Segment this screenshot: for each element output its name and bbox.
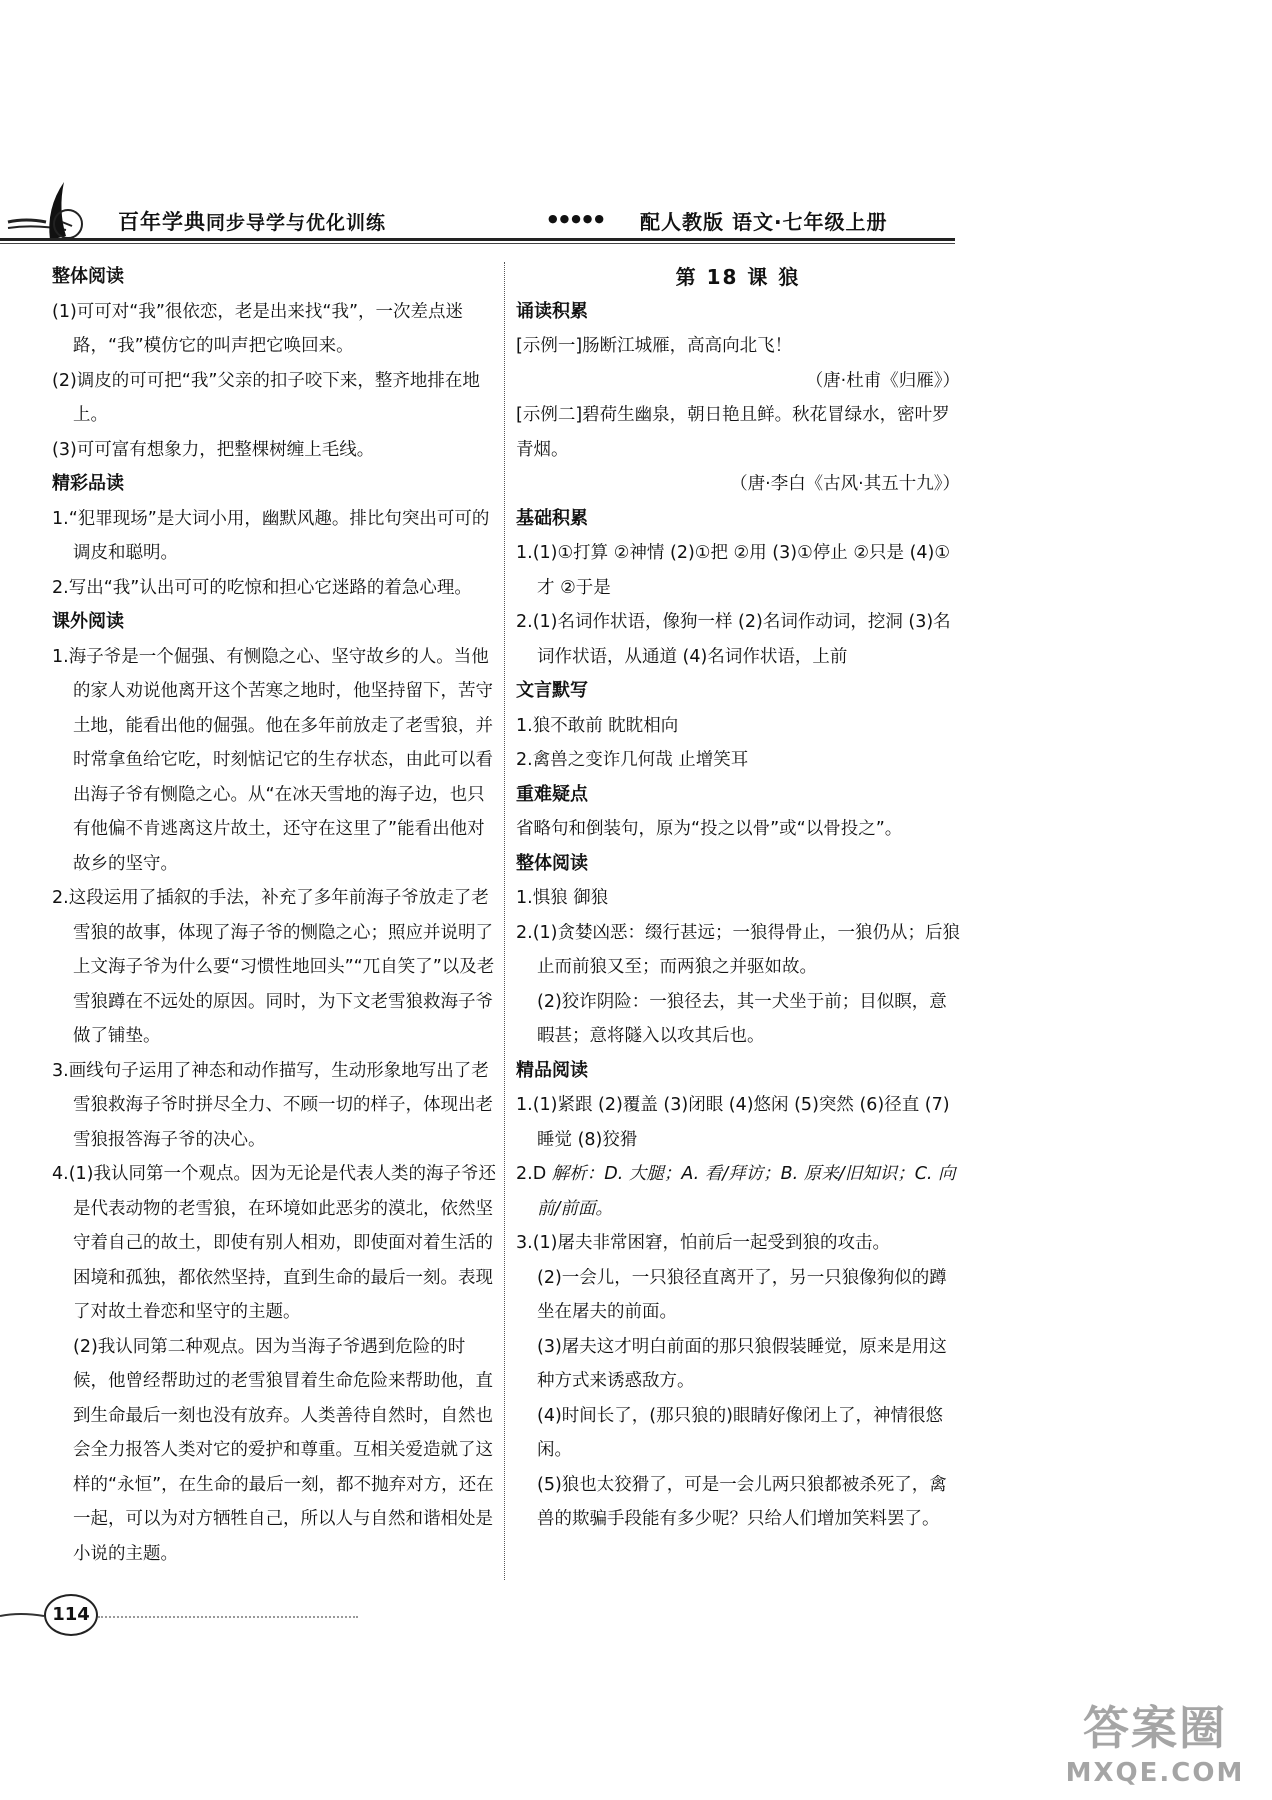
watermark-line2: MXQE.COM	[1065, 1758, 1245, 1788]
text: 2.禽兽之变诈几何哉 止增笑耳	[516, 750, 749, 770]
source-citation	[516, 364, 960, 399]
section-heading	[52, 467, 496, 502]
text: 精彩品读	[52, 473, 124, 494]
column-divider	[504, 262, 505, 1580]
answer-item	[52, 364, 496, 433]
text: 1.海子爷是一个倔强、有恻隐之心、坚守故乡的人。当他的家人劝说他离开这个苦寒之地时，他坚持留下，苦守土地，能看出他的倔强。他在多年前放走了老雪狼，并时常拿鱼给它吃，时刻惦记它的生存状态，由此可以看出海子爷有恻隐之心。从“在冰天雪地的海子边，也只有他偏不肯逃离这片故土，还守在这里了”能看出他对故乡的坚守。	[52, 646, 493, 874]
page-header	[0, 178, 960, 242]
text: 诵读积累	[516, 300, 588, 322]
text: (1)可可对“我”很依恋，老是出来找“我”，一次差点迷路，“我”模仿它的叫声把它唤回来。	[52, 301, 464, 356]
answer-subitem	[516, 1261, 960, 1330]
text: 省略句和倒装句，原为“投之以骨”或“以骨投之”。	[516, 819, 903, 839]
answer-item	[516, 536, 960, 605]
left-column	[52, 260, 496, 1571]
answer-subitem	[52, 1330, 496, 1572]
text: 2.(1)贪婪凶恶：缀行甚远；一狼得骨止，一狼仍从；后狼止而前狼又至；而两狼之并驱如故。	[516, 922, 960, 977]
answer-item	[516, 709, 960, 744]
text: 2.写出“我”认出可可的吃惊和担心它迷路的着急心理。	[52, 577, 472, 598]
text: 整体阅读	[516, 852, 588, 874]
answer-item	[516, 916, 960, 985]
footer-swish-icon	[0, 1610, 44, 1620]
text: (5)狼也太狡猾了，可是一会儿两只狼都被杀死了，禽兽的欺骗手段能有多少呢？只给人们增加笑料罢了。	[537, 1474, 947, 1529]
text: 重难疑点	[516, 783, 588, 805]
text: (2)狡诈阴险：一狼径去，其一犬坐于前；目似瞑，意暇甚；意将隧入以攻其后也。	[537, 991, 947, 1046]
answer-subitem	[516, 1468, 960, 1537]
header-dots: ●●●●●	[548, 212, 606, 225]
answer-item	[52, 433, 496, 468]
text: 基础积累	[516, 507, 588, 529]
text: (4)时间长了，(那只狼的)眼睛好像闭上了，神情很悠闲。	[537, 1405, 943, 1460]
text: [示例一]肠断江城雁，高高向北飞！	[516, 336, 793, 356]
text: 1.(1)紧跟 (2)覆盖 (3)闭眼 (4)悠闲 (5)突然 (6)径直 (7)睡觉 (8)狡猾	[516, 1095, 950, 1150]
text: (3)屠夫这才明白前面的那只狼假装睡觉，原来是用这种方式来诱惑敌方。	[537, 1336, 947, 1391]
edition-label: 配人教版 语文·七年级上册	[640, 210, 888, 234]
answer-item	[52, 640, 496, 882]
text: (3)可可富有想象力，把整棵树缠上毛线。	[52, 439, 375, 460]
answer-item	[52, 881, 496, 1054]
text: 1.(1)①打算 ②神情 (2)①把 ②用 (3)①停止 ②只是 (4)①才 ②于是	[516, 543, 951, 598]
answer-item	[52, 295, 496, 364]
answer-item	[516, 1088, 960, 1157]
text: 文言默写	[516, 680, 588, 701]
page-number: 114	[44, 1594, 98, 1636]
source-citation	[516, 467, 960, 502]
section-heading	[516, 674, 960, 709]
answer-item	[516, 743, 960, 778]
answer-item	[52, 1054, 496, 1158]
section-heading	[516, 502, 960, 537]
section-heading	[52, 605, 496, 640]
brand-name: 百年学典	[118, 210, 206, 234]
text: 1.狼不敢前 眈眈相向	[516, 715, 679, 736]
watermark	[1050, 1700, 1260, 1796]
section-heading	[52, 260, 496, 295]
text: 1.“犯罪现场”是大词小用，幽默风趣。排比句突出可可的调皮和聪明。	[52, 508, 490, 563]
answer-item	[52, 1157, 496, 1330]
section-heading	[516, 847, 960, 882]
text: 3.画线句子运用了神态和动作描写，生动形象地写出了老雪狼救海子爷时拼尽全力、不顾一切的样子，体现出老雪狼报答海子爷的决心。	[52, 1060, 493, 1150]
text: 2.D	[516, 1164, 552, 1184]
answer-item	[52, 571, 496, 606]
text: 2.这段运用了插叙的手法，补充了多年前海子爷放走了老雪狼的故事，体现了海子爷的恻隐之心；照应并说明了上文海子爷为什么要“习惯性地回头”“兀自笑了”以及老雪狼蹲在不远处的原因。同时，为下文老雪狼救海子爷做了铺垫。	[52, 888, 495, 1046]
text: (2)我认同第二种观点。因为当海子爷遇到危险的时候，他曾经帮助过的老雪狼冒着生命危险来帮助他，直到生命最后一刻也没有放弃。人类善待自然时，自然也会全力报答人类对它的爱护和尊重。互相关爱造就了这样的“永恒”，在生命的最后一刻，都不抛弃对方，还在一起，可以为对方牺牲自己，所以人与自然和谐相处是小说的主题。	[73, 1336, 494, 1564]
answer-text	[516, 812, 960, 847]
text: 第 18 课 狼	[675, 265, 801, 289]
text: 2.(1)名词作状语，像狗一样 (2)名词作动词，挖洞 (3)名词作状语，从通道 (4)名词作状语，上前	[516, 612, 951, 667]
answer-subitem	[516, 1330, 960, 1399]
header-rule-thin	[0, 243, 955, 244]
series-subtitle: 同步导学与优化训练	[206, 212, 387, 234]
text: (2)调皮的可可把“我”父亲的扣子咬下来，整齐地排在地上。	[52, 370, 480, 425]
text: 课外阅读	[52, 611, 124, 632]
answer-subitem	[516, 1399, 960, 1468]
lesson-title	[516, 260, 960, 295]
watermark-line1: 答案圈	[1083, 1701, 1227, 1755]
section-heading	[516, 778, 960, 813]
text: (2)一会儿，一只狼径直离开了，另一只狼像狗似的蹲坐在屠夫的前面。	[537, 1267, 947, 1322]
text: （唐·李白《古风·其五十九》）	[730, 474, 960, 494]
answer-item	[516, 881, 960, 916]
text: 1.惧狼 御狼	[516, 888, 609, 908]
answer-text	[516, 329, 960, 364]
answer-item	[516, 1157, 960, 1226]
text: 整体阅读	[52, 266, 124, 287]
right-column	[516, 260, 960, 1537]
header-rule	[0, 238, 955, 241]
footer-dots	[98, 1616, 358, 1618]
section-heading	[516, 1054, 960, 1089]
text: 精品阅读	[516, 1059, 588, 1081]
section-heading	[516, 295, 960, 330]
answer-subitem	[516, 985, 960, 1054]
text: 3.(1)屠夫非常困窘，怕前后一起受到狼的攻击。	[516, 1233, 890, 1253]
text: [示例二]碧荷生幽泉，朝日艳且鲜。秋花冒绿水，密叶罗青烟。	[516, 405, 950, 460]
answer-item	[52, 502, 496, 571]
answer-item	[516, 605, 960, 674]
text: 4.(1)我认同第一个观点。因为无论是代表人类的海子爷还是代表动物的老雪狼，在环境如此恶劣的漠北，依然坚守着自己的故土，即使有别人相劝，即使面对着生活的困境和孤独，都依然坚持，直到生命的最后一刻。表现了对故土眷恋和坚守的主题。	[52, 1164, 496, 1322]
text: （唐·杜甫《归雁》）	[805, 370, 960, 391]
quill-pen-icon	[6, 178, 116, 242]
answer-text	[516, 398, 960, 467]
explanation-text: 解析：D. 大腿；A. 看/拜访；B. 原来/旧知识；C. 向前/前面。	[537, 1164, 956, 1219]
answer-item	[516, 1226, 960, 1261]
